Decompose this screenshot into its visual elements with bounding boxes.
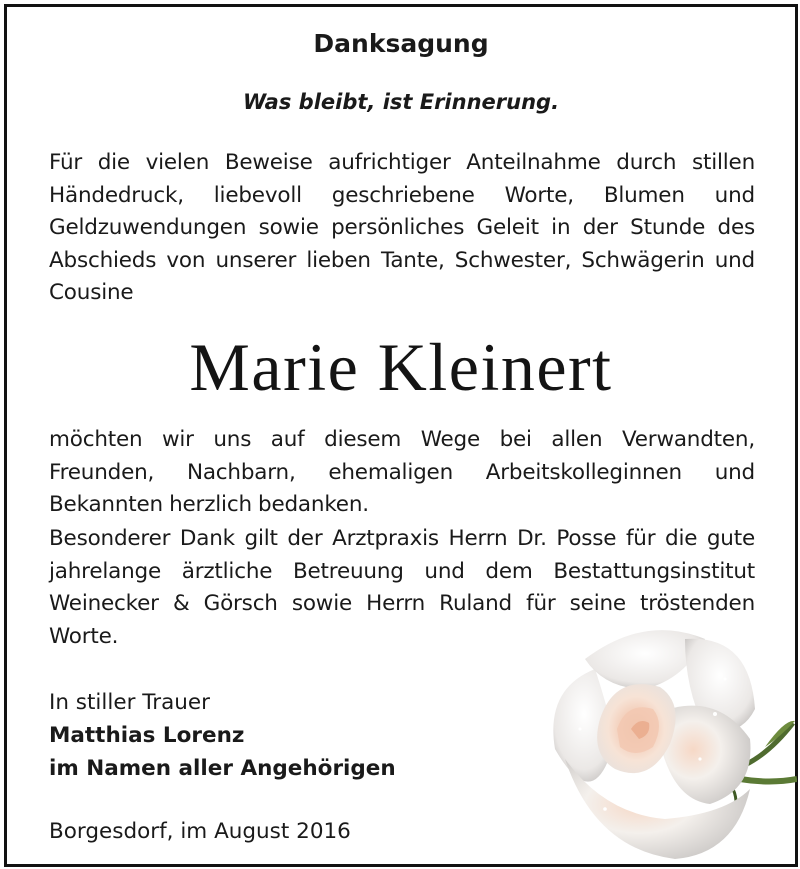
notice-heading: Danksagung	[313, 29, 489, 58]
intro-paragraph: Für die vielen Beweise aufrichtiger Anteilnahme durch stillen Händedruck, liebevoll geschriebene Worte, Blumen und Geldzuwendungen sowie persönliches Geleit in der Stunde des Abschieds von unserer lieben Tante, Schwester, Schwägerin und Cousine	[49, 150, 755, 305]
white-rose-icon	[535, 619, 797, 865]
thanks-paragraph: möchten wir uns auf diesem Wege bei allen Verwandten, Freunden, Nachbarn, ehemaligen Arbeitskolleginnen und Bekannten herzlich bedanken.	[49, 427, 755, 517]
notice-motto: Was bleibt, ist Erinnerung.	[242, 90, 560, 114]
deceased-name: Marie Kleinert	[189, 329, 613, 405]
obituary-notice	[4, 4, 798, 867]
signer-name: Matthias Lorenz	[49, 723, 245, 748]
place-date: Borgesdorf, im August 2016	[49, 819, 351, 844]
mourning-line: In stiller Trauer	[49, 690, 210, 715]
special-thanks-paragraph: Besonderer Dank gilt der Arztpraxis Herrn Dr. Posse für die gute jahrelange ärztliche Betreuung und dem Bestattungsinstitut Weinecker & Görsch sowie Herrn Ruland für seine tröstenden Worte.	[49, 526, 755, 649]
signer-note: im Namen aller Angehörigen	[49, 756, 396, 781]
